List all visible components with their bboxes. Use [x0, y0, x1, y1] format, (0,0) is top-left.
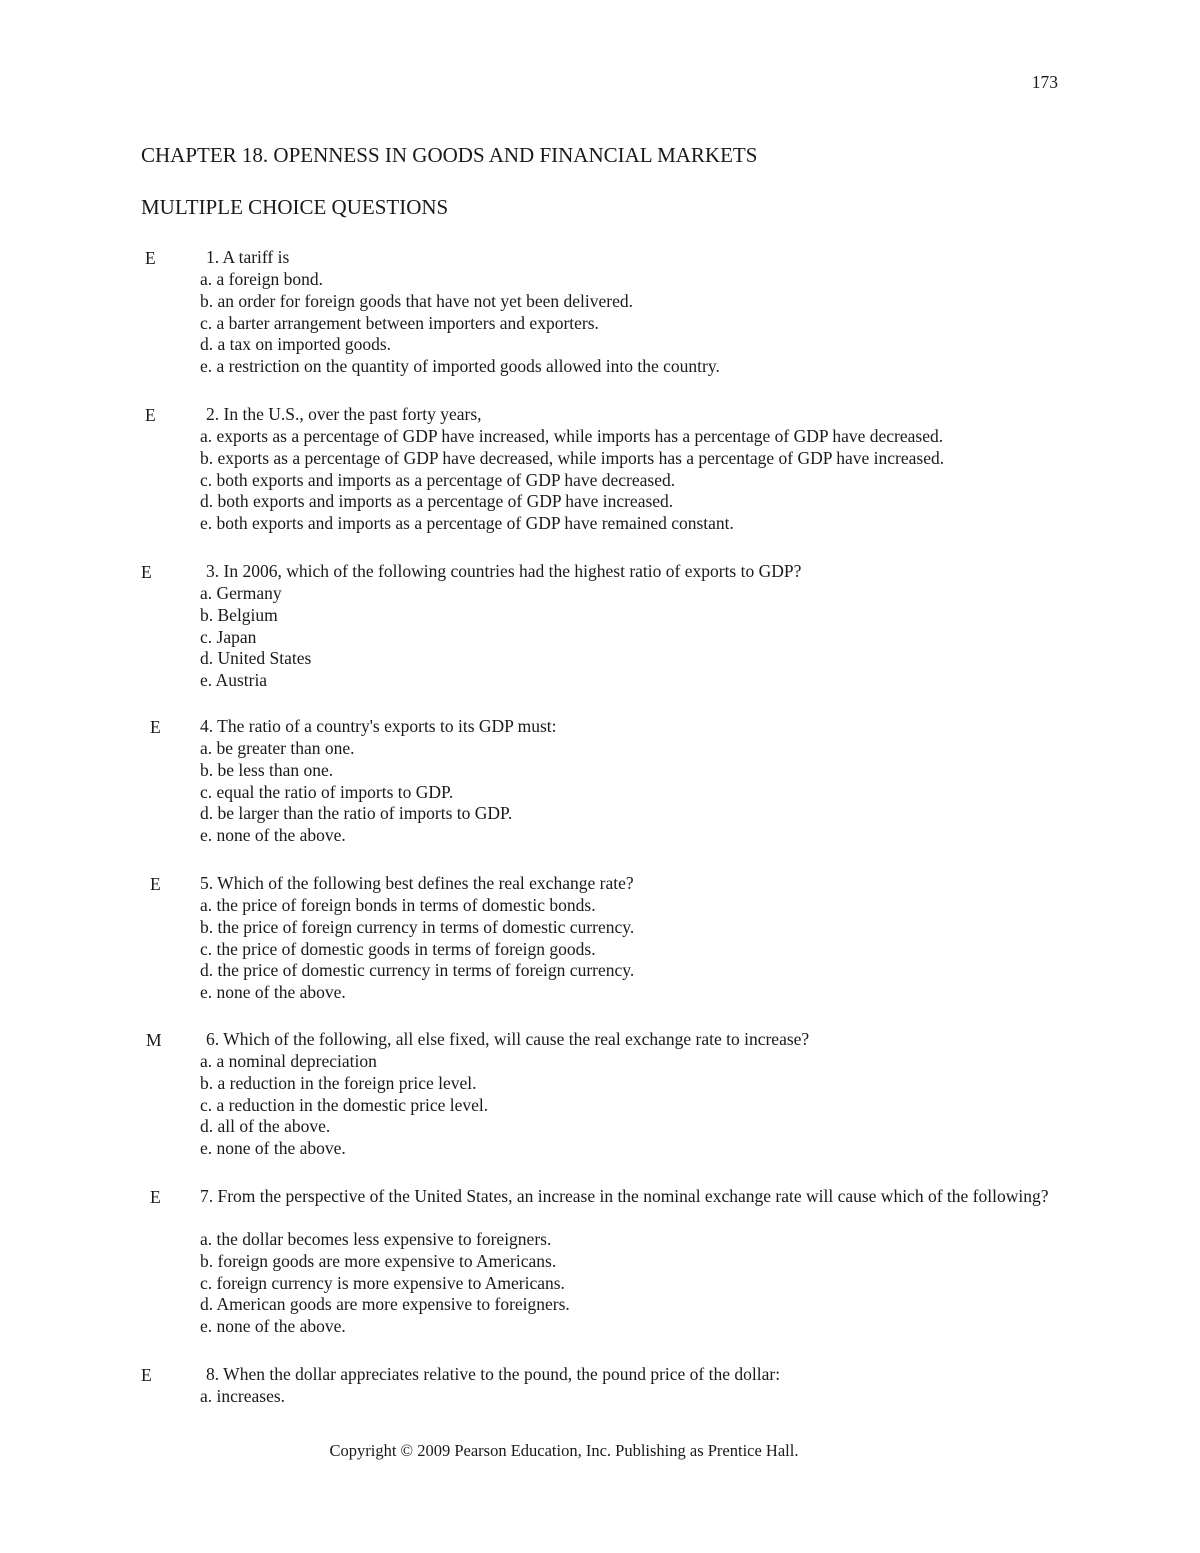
answer-option: c. equal the ratio of imports to GDP. — [200, 781, 454, 802]
answer-option: d. United States — [200, 648, 312, 669]
answer-option: a. the dollar becomes less expensive to foreigners. — [200, 1229, 552, 1249]
question-stem: 4. The ratio of a country's exports to its GDP must: — [200, 716, 557, 736]
answer-option: c. the price of domestic goods in terms of foreign goods. — [200, 938, 596, 959]
answer-option: b. a reduction in the foreign price level. — [200, 1072, 477, 1093]
question-body — [206, 247, 1066, 269]
answer-option: d. both exports and imports as a percentage of GDP have increased. — [200, 491, 674, 512]
question-body — [206, 561, 1066, 583]
answer-option: a. the price of foreign bonds in terms of domestic bonds. — [200, 895, 596, 915]
answer-option: b. Belgium — [200, 604, 278, 625]
difficulty-label: E — [150, 717, 161, 737]
answer-option: d. be larger than the ratio of imports to GDP. — [200, 803, 513, 824]
difficulty-label: E — [141, 1365, 152, 1385]
question-stem: 2. In the U.S., over the past forty years, — [206, 404, 482, 424]
question-body — [200, 1186, 1060, 1208]
difficulty-label: E — [145, 248, 156, 268]
question-body — [206, 404, 1066, 426]
answer-option: c. foreign currency is more expensive to Americans. — [200, 1272, 565, 1293]
answer-option: c. both exports and imports as a percentage of GDP have decreased. — [200, 469, 676, 490]
answer-option: e. a restriction on the quantity of imported goods allowed into the country. — [200, 356, 720, 377]
answer-option: a. increases. — [200, 1386, 286, 1406]
answer-options — [200, 269, 1060, 378]
question-stem: 6. Which of the following, all else fixed, will cause the real exchange rate to increase? — [206, 1029, 810, 1049]
answer-option: d. a tax on imported goods. — [200, 334, 392, 355]
answer-options — [200, 426, 1060, 535]
answer-options — [200, 895, 1060, 1004]
question-stem: 3. In 2006, which of the following countries had the highest ratio of exports to GDP? — [206, 561, 802, 581]
answer-option: a. be greater than one. — [200, 738, 355, 758]
question-stem: 1. A tariff is — [206, 247, 290, 267]
question-body — [200, 716, 1060, 738]
difficulty-label: E — [145, 405, 156, 425]
difficulty-label: M — [146, 1030, 162, 1050]
answer-option: c. Japan — [200, 626, 257, 647]
answer-option: c. a barter arrangement between importers and exporters. — [200, 312, 599, 333]
answer-options — [200, 1229, 1060, 1338]
answer-option: b. an order for foreign goods that have not yet been delivered. — [200, 290, 633, 311]
answer-option: e. none of the above. — [200, 1138, 346, 1159]
answer-option: e. both exports and imports as a percentage of GDP have remained constant. — [200, 513, 734, 534]
answer-option: b. foreign goods are more expensive to Americans. — [200, 1250, 557, 1271]
question-body — [206, 1364, 1066, 1386]
answer-option: d. American goods are more expensive to foreigners. — [200, 1294, 570, 1315]
question-stem: 5. Which of the following best defines the real exchange rate? — [200, 873, 634, 893]
difficulty-label: E — [150, 874, 161, 894]
answer-option: e. Austria — [200, 670, 268, 691]
answer-option: b. exports as a percentage of GDP have decreased, while imports has a percentage of GDP have increased. — [200, 447, 945, 468]
answer-option: c. a reduction in the domestic price level. — [200, 1094, 489, 1115]
difficulty-label: E — [150, 1187, 161, 1207]
answer-option: b. be less than one. — [200, 759, 334, 780]
answer-option: e. none of the above. — [200, 825, 346, 846]
answer-option: a. a foreign bond. — [200, 269, 323, 289]
answer-options — [200, 583, 1060, 692]
answer-option: a. a nominal depreciation — [200, 1051, 377, 1071]
answer-option: a. exports as a percentage of GDP have increased, while imports has a percentage of GDP have decreased. — [200, 426, 944, 446]
answer-option: b. the price of foreign currency in terms of domestic currency. — [200, 916, 635, 937]
difficulty-label: E — [141, 562, 152, 582]
question-body — [200, 873, 1060, 895]
section-title: MULTIPLE CHOICE QUESTIONS — [141, 195, 449, 219]
answer-options — [200, 1051, 1060, 1160]
page-number: 173 — [1031, 72, 1058, 92]
answer-options — [200, 738, 1060, 847]
answer-option: a. Germany — [200, 583, 282, 603]
question-stem: 7. From the perspective of the United States, an increase in the nominal exchange rate will cause which of the following? — [200, 1186, 1049, 1206]
answer-options — [200, 1386, 1060, 1408]
question-stem: 8. When the dollar appreciates relative to the pound, the pound price of the dollar: — [206, 1364, 781, 1384]
chapter-title: CHAPTER 18. OPENNESS IN GOODS AND FINANCIAL MARKETS — [141, 143, 758, 167]
answer-option: d. the price of domestic currency in terms of foreign currency. — [200, 960, 635, 981]
question-body — [206, 1029, 1066, 1051]
answer-option: d. all of the above. — [200, 1116, 331, 1137]
answer-option: e. none of the above. — [200, 1316, 346, 1337]
answer-option: e. none of the above. — [200, 982, 346, 1003]
copyright-footer: Copyright © 2009 Pearson Education, Inc. Publishing as Prentice Hall. — [329, 1441, 799, 1460]
